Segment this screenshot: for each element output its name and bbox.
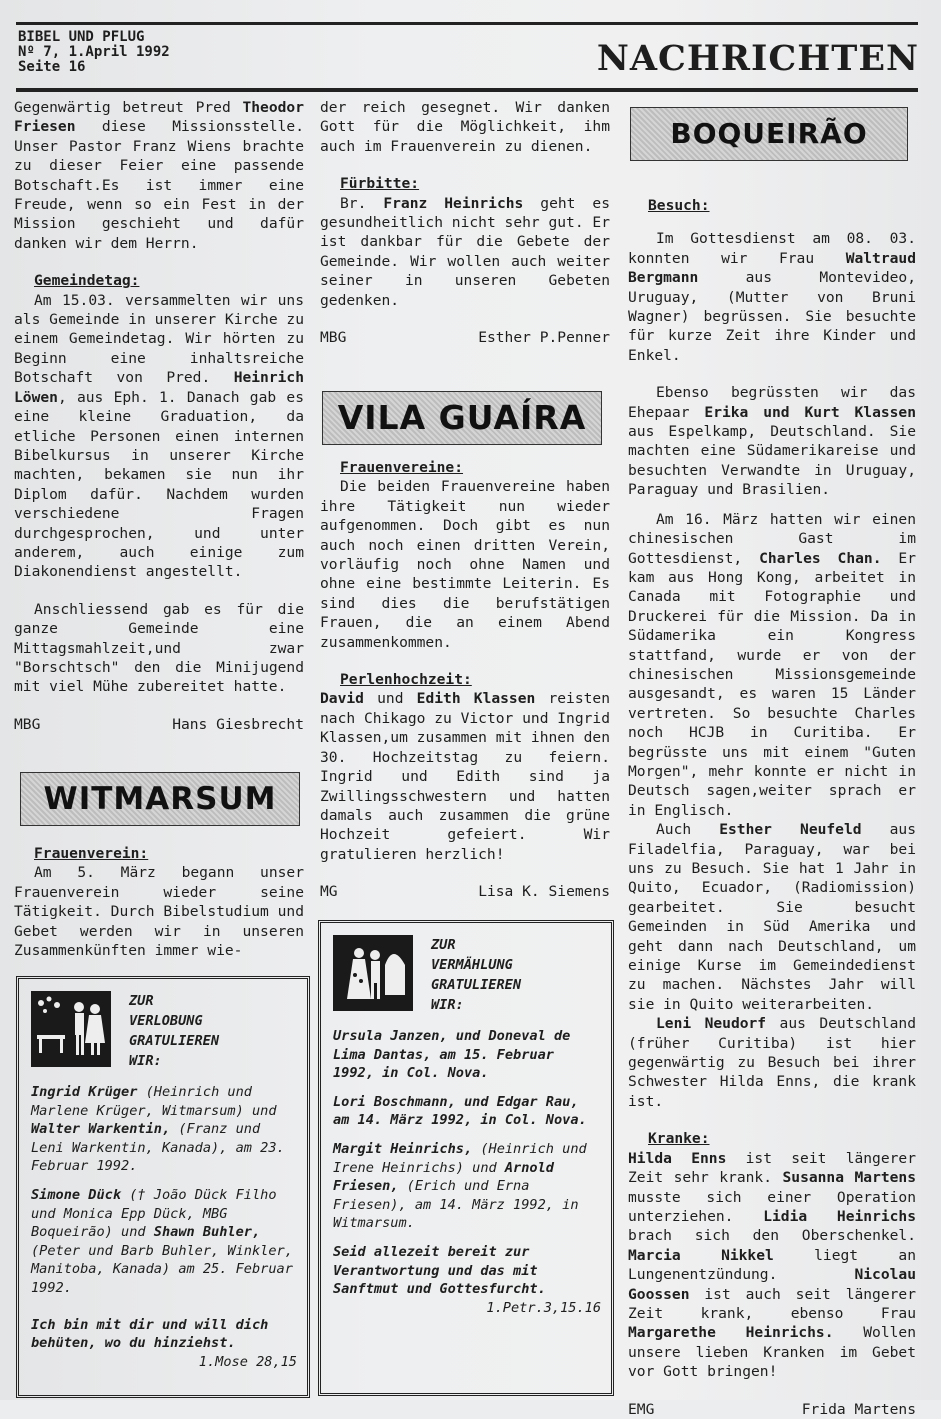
name: Hilda Enns: [628, 1149, 727, 1167]
heading-kranke: Kranke:: [648, 1130, 710, 1148]
name: Leni Neudorf: [656, 1015, 767, 1033]
signature: [320, 328, 610, 347]
text: Ebenso begrüssten wir das Ehepaar: [628, 384, 916, 421]
column-3: [628, 196, 916, 1419]
name: Walter Warkentin,: [31, 1121, 171, 1138]
header-rule-bottom: [16, 88, 918, 92]
signature-abbrev: MG: [320, 883, 338, 901]
heading-besuch: Besuch:: [648, 197, 710, 214]
heading-frauenverein: Frauenverein:: [34, 845, 149, 862]
box-title-line: WIR:: [129, 1053, 162, 1069]
paragraph: Die beiden Frauenvereine haben ihre Tätigkeit nun wieder aufgenommen. Doch gibt es nun auch noch einen dritten Verein, vorläufig noch ohne Namen und ohne eine bestimmte Leiterin. Es sind dies die berufstätigen Frauen, die an einem Abend zusammenkommen.: [320, 478, 610, 651]
heading-fuerbitte: Fürbitte:: [340, 175, 420, 193]
bible-verse: Ich bin mit dir und will dich behüten, wo du hinziehst.: [31, 1316, 269, 1352]
text: geht es gesundheitlich nicht sehr gut. Er ist dankbar für die Gebete der Gemeinde. Wir wollen auch weiter seiner in unseren Gebeten gedenken.: [320, 194, 610, 309]
heading-frauenvereine: Frauenvereine:: [340, 459, 464, 476]
text: ist seit längerer Zeit sehr krank.: [628, 1149, 916, 1187]
paragraph: [628, 229, 916, 365]
paragraph: [14, 291, 304, 582]
signature: [14, 715, 304, 734]
paragraph: [628, 1149, 916, 1382]
text: Am 16. März hatten wir einen chinesischen Gast im Gottesdienst,: [628, 510, 916, 567]
name: Lidia Heinrichs: [763, 1207, 916, 1225]
paragraph: der reich gesegnet. Wir danken Gott für die Möglichkeit, ihm auch im Frauenverein zu dienen.: [320, 99, 610, 155]
text: aus Espelkamp, Deutschland. Sie machten eine Südamerikareise und besuchten Verwandte in Uruguay, Paraguay und Brasilien.: [628, 423, 916, 499]
bible-verse: Seid allezeit bereit zur Verantwortung und das mit Sanftmut und Gottesfurcht.: [333, 1243, 546, 1298]
paragraph: [628, 1014, 916, 1111]
paragraph: [14, 98, 304, 253]
box-title-line: GRATULIEREN: [431, 977, 522, 993]
name: Theodor Friesen: [14, 99, 304, 136]
text: Wollen unsere lieben Kranken im Gebet vor Gott bringen!: [628, 1324, 916, 1381]
announcement-entry: [31, 1186, 297, 1298]
section-title: NACHRICHTEN: [596, 38, 919, 79]
announcement-entry: Ursula Janzen, und Doneval de Lima Dantas, am 15. Februar 1992, in Col. Nova.: [333, 1028, 571, 1082]
name: Ingrid Krüger: [31, 1084, 138, 1100]
heading-gemeindetag: Gemeindetag:: [34, 272, 140, 290]
signature-author: Lisa K. Siemens: [478, 883, 610, 901]
name: Margarethe Heinrichs.: [628, 1324, 834, 1342]
column-1: [14, 98, 304, 734]
text: aus Deutschland (früher Curitiba) ist hier gegenwärtig zu Besuch bei ihrer Schwester Hilda Enns, die krank ist.: [628, 1015, 916, 1110]
banner-boqueirao: BOQUEIRÃO: [630, 107, 908, 161]
text: , aus Eph. 1. Danach gab es eine kleine Graduation, da etliche Personen einen internen Bibelkursus in unserer Kirche machten, bekamen sie nun ihr Diplom dafür. Nachdem wurden verschiedene Fragen durchgesprochen, und unter anderem, auch einige zum Diakonendienst angestellt.: [14, 388, 304, 581]
bible-reference: 1.Petr.3,15.16: [486, 1299, 601, 1316]
box-title-line: ZUR: [129, 993, 154, 1009]
text: musste sich einer Operation unterziehen.: [628, 1188, 916, 1225]
name: Shawn Buhler,: [153, 1224, 261, 1241]
banner-vila-guaira: VILA GUAÍRA: [322, 391, 602, 445]
text: ist auch seit längerer Zeit krank, ebenso Frau: [628, 1285, 916, 1322]
name: Franz Heinrichs: [383, 194, 524, 212]
name: Simone Dück: [31, 1186, 122, 1203]
box-title-line: WIR:: [431, 997, 464, 1013]
announcement-entry: [333, 1140, 601, 1233]
banner-witmarsum: WITMARSUM: [20, 772, 300, 826]
text: (Heinrich und Marlene Krüger, Witmarsum) und: [31, 1084, 277, 1119]
signature-abbrev: MBG: [320, 329, 347, 347]
name: Heinrich Löwen: [14, 369, 304, 406]
text: († João Dück Filho und Monica Epp Dück, MBG Boqueirão) und: [31, 1186, 277, 1241]
signature-author: Esther P.Penner: [478, 329, 610, 347]
text: Br.: [340, 194, 384, 212]
announcement-entry: Lori Boschmann, und Edgar Rau, am 14. März 1992, in Col. Nova.: [333, 1093, 587, 1129]
text: und: [363, 690, 417, 708]
name: Charles Chan.: [759, 549, 882, 567]
column-2: [320, 98, 610, 347]
paragraph: [320, 689, 610, 864]
wedding-couple-icon: [333, 935, 413, 1011]
text: (Erich und Erna Friesen), am 14. März 1992, in Witmarsum.: [333, 1178, 579, 1232]
engagement-announcement: [16, 976, 310, 1398]
name: Marcia Nikkel: [628, 1246, 774, 1264]
signature-author: Hans Giesbrecht: [172, 715, 304, 733]
paragraph: Anschliessend gab es für die ganze Gemeinde eine Mittagsmahlzeit,und zwar "Borschtsch" den die Minijugend mit viel Mühe zubereitet hatte.: [14, 600, 304, 696]
paragraph: [628, 820, 916, 1014]
name: Arnold Friesen,: [333, 1159, 554, 1195]
text: aus Filadelfia, Paraguay, war bei uns zu Besuch. Sie hat 1 Jahr in Quito, Ecuador, (Radiomission) gearbeitet. Sie besucht Gemeinden in Süd Amerika und geht dann nach Deutschland, um einige Kurse im Gemeindedienst zu machen. Nächstes Jahr will sie in Quito weiterarbeiten.: [628, 821, 916, 1013]
masthead: [18, 30, 170, 75]
paragraph: [628, 510, 916, 821]
name: Waltraud Bergmann: [628, 249, 916, 287]
signature-abbrev: MBG: [14, 715, 41, 733]
text: aus Montevideo, Uruguay, (Mutter von Bruni Wagner) begrüssen. Sie besuchte für kurze Zeit ihre Kinder und Enkel.: [628, 269, 916, 364]
text: Er kam aus Hong Kong, arbeitet in Canada mit Fotographie und Druckerei für die Mission. Da in Südamerika ein Kongress stattfand, wurde er von der chinesischen Missionsgemeinde ausgesandt, es waren 15 Länder vertreten. So besuchte Charles noch HCJB in Curitiba. Er begrüsste uns mit einem "Guten Morgen", mehr konnte er nicht in Deutsch sagen,weiter sprach er in Englisch.: [628, 549, 916, 819]
box-title-line: GRATULIEREN: [129, 1033, 220, 1049]
name: Esther Neufeld: [719, 821, 862, 839]
text: Auch: [656, 821, 720, 839]
text: Am 15.03. versammelten wir uns als Gemeinde in unserer Kirche zu einem Gemeindetag. Wir hörten zu Beginn eine inhaltsreiche Botschaft von Pred.: [14, 291, 304, 387]
page-number: Seite 16: [18, 59, 86, 75]
signature: [320, 882, 610, 901]
text: reisten nach Chikago zu Victor und Ingrid Klassen,um zusammen mit ihnen den 30. Hochzeitstag zu feiern. Ingrid und Edith sind ja Zwillingsschwestern und hatten damals auch zusammen die grüne Hochzeit gefeiert. Wir gratulieren herzlich!: [320, 690, 610, 863]
publication-name: BIBEL UND PFLUG: [18, 29, 145, 45]
box-title-line: VERLOBUNG: [129, 1013, 203, 1029]
text: (Heinrich und Irene Heinrichs) und: [333, 1140, 587, 1176]
signature-author: Frida Martens: [801, 1400, 916, 1418]
header-rule-top: [16, 22, 918, 25]
paragraph: Am 5. März begann unser Frauenverein wieder seine Tätigkeit. Durch Bibelstudium und Gebet werden wir in unseren Zusammenkünften immer wie-: [14, 864, 304, 960]
bible-reference: 1.Mose 28,15: [198, 1353, 297, 1370]
issue-number: Nº 7, 1.April 1992: [18, 44, 170, 60]
name: Nicolau Goossen: [628, 1266, 916, 1303]
box-title-line: VERMÄHLUNG: [431, 957, 513, 973]
text: Im Gottesdienst am 08. 03. konnten wir Frau: [628, 230, 916, 267]
text: brach sich den Oberschenkel.: [628, 1227, 916, 1245]
name: Edith Klassen: [416, 690, 536, 708]
column-1-lower: [14, 844, 304, 960]
announcement-entry: [31, 1083, 297, 1176]
box-title-line: ZUR: [431, 937, 456, 953]
name: David: [320, 690, 364, 708]
engaged-couple-icon: [31, 991, 111, 1067]
signature: [628, 1400, 916, 1419]
text: Gegenwärtig betreut Pred: [14, 99, 243, 116]
name: Margit Heinrichs,: [333, 1140, 473, 1157]
paragraph: [628, 383, 916, 499]
signature-abbrev: EMG: [628, 1400, 655, 1418]
name: Susanna Martens: [782, 1169, 916, 1187]
text: (Franz und Leni Warkentin, Kanada), am 23. Februar 1992.: [31, 1121, 285, 1175]
wedding-announcement: [318, 920, 614, 1396]
text: diese Missionsstelle. Unser Pastor Franz Wiens brachte zu dieser Feier eine passende Botschaft.Es ist immer eine Freude, wenn so ein Fest in der Mission geschieht und dafür danken wir dem Herrn.: [14, 118, 304, 252]
paragraph: [320, 194, 610, 310]
heading-perlenhochzeit: Perlenhochzeit:: [340, 671, 472, 689]
column-2-lower: [320, 458, 610, 902]
name: Erika und Kurt Klassen: [704, 403, 917, 421]
text: (Peter und Barb Buhler, Winkler, Manitoba, Kanada) am 25. Februar 1992.: [31, 1242, 293, 1296]
text: liegt an Lungenentzündung.: [628, 1246, 916, 1284]
